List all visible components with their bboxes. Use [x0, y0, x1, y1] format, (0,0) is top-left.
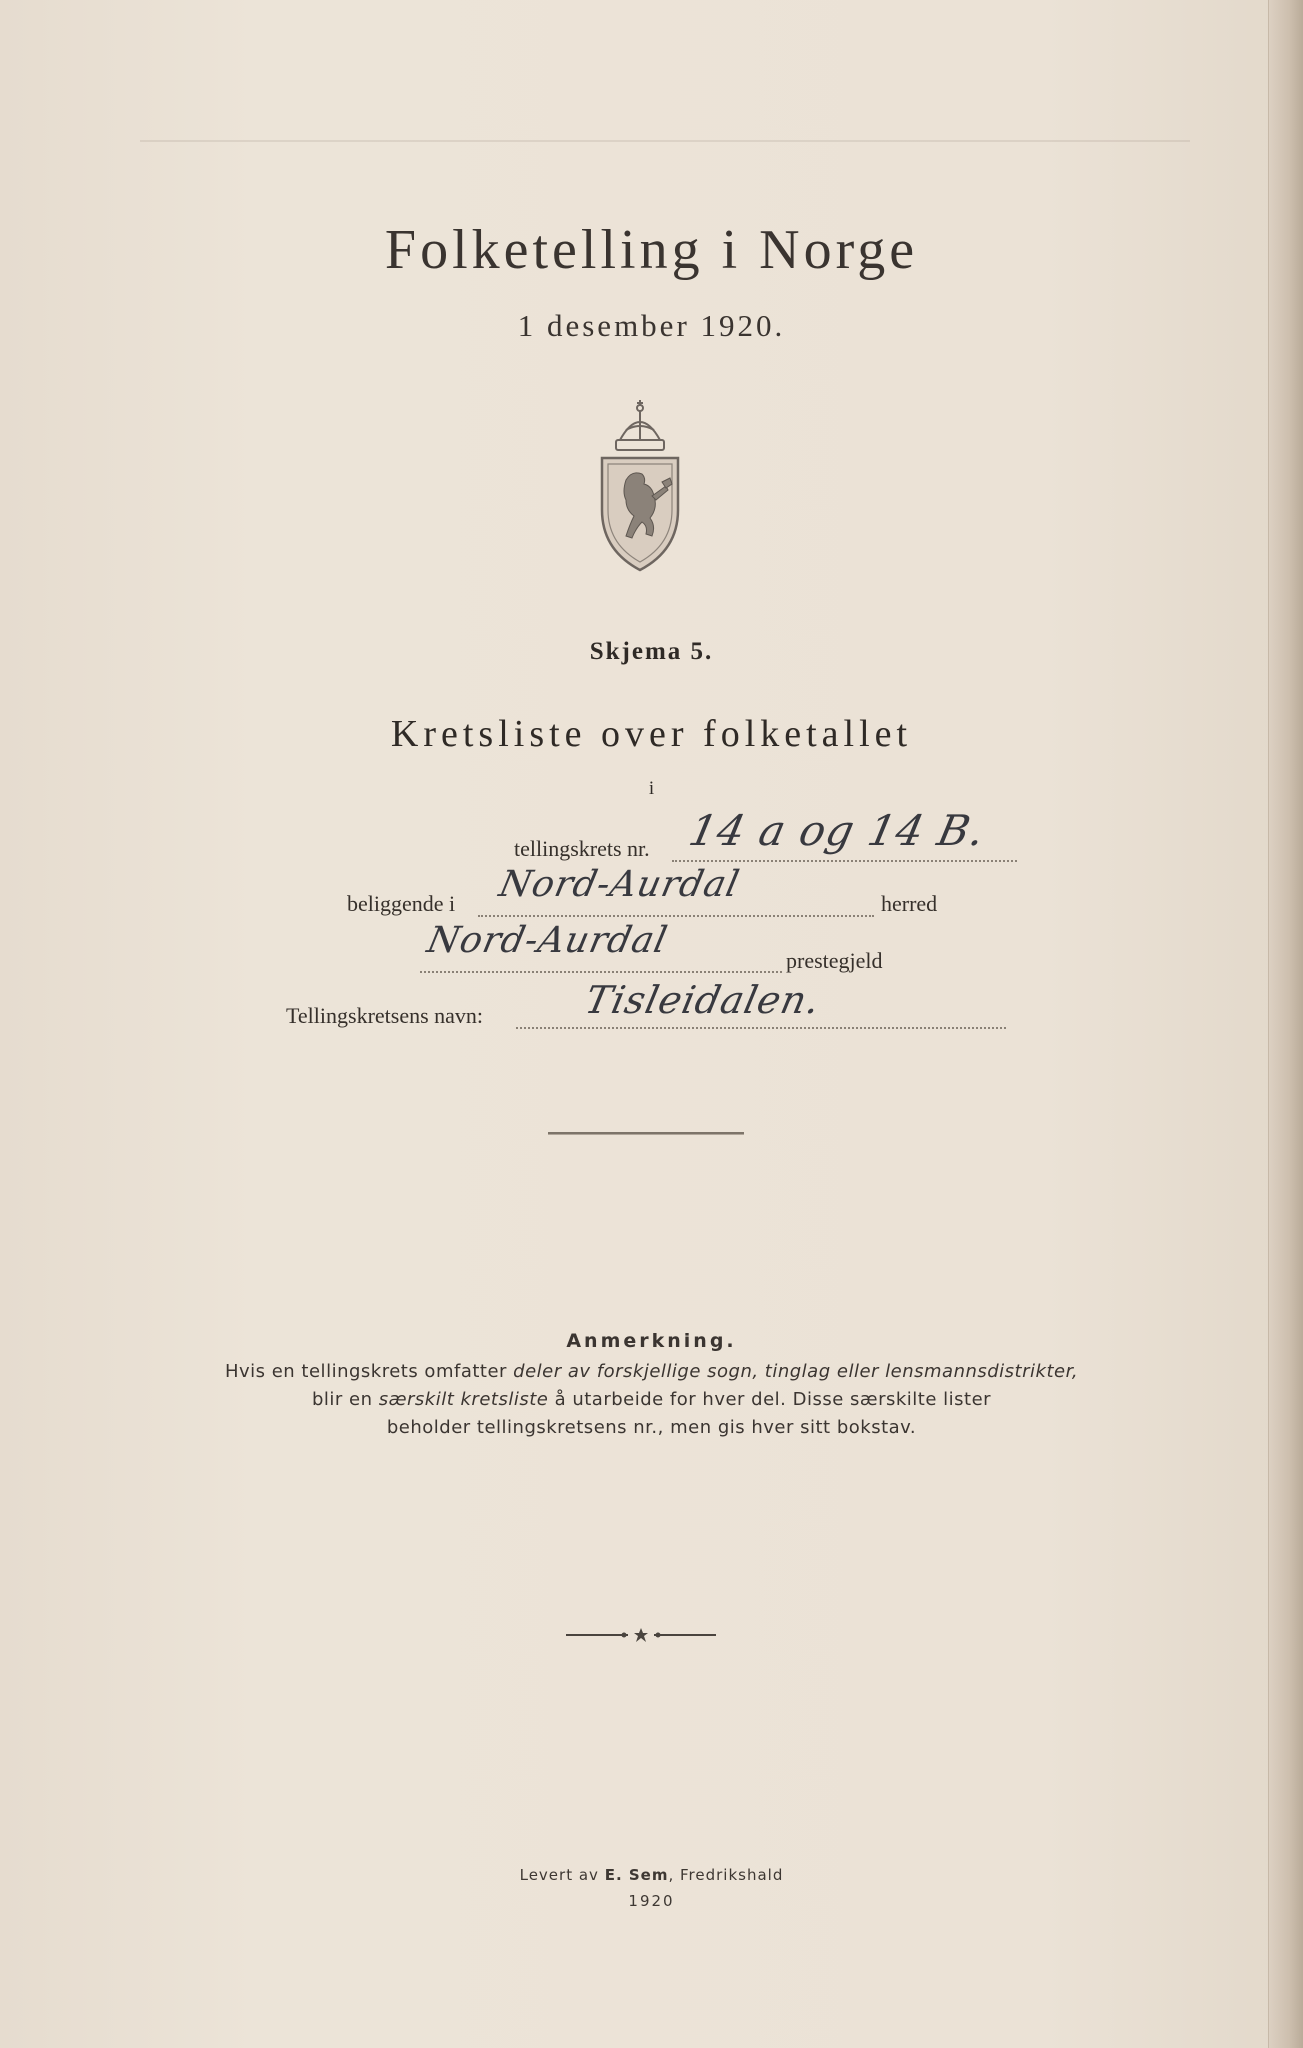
note-line-2-text-a: blir en [311, 1389, 379, 1410]
printer-name: E. Sem [604, 1866, 669, 1884]
printer-location: , Fredrikshald [668, 1866, 784, 1884]
district-number-value: 14 a og 14 B. [684, 806, 990, 855]
note-line-1 [0, 1361, 1303, 1382]
herred-label: herred [881, 891, 938, 916]
norwegian-coat-of-arms-icon [596, 400, 684, 572]
district-number-label: tellingskrets nr. [514, 836, 650, 861]
note-line-2-text-b: å utarbeide for hver del. Disse særskilte lister [548, 1389, 992, 1410]
note-line-1-emphasis: deler av forskjellige sogn, tinglag eller lensmannsdistrikter, [513, 1361, 1079, 1382]
note-line-3: beholder tellingskretsens nr., men gis hver sitt bokstav. [386, 1417, 917, 1438]
section-divider [548, 1132, 744, 1135]
note-title: Anmerkning. [566, 1330, 737, 1352]
schema-number: Skjema 5. [589, 638, 714, 665]
note-line-1-text: Hvis en tellingskrets omfatter [224, 1361, 514, 1382]
connector-word: i [648, 778, 655, 799]
district-name-value: Tisleidalen. [581, 978, 825, 1022]
herred-line [478, 915, 874, 917]
herred-value: Nord-Aurdal [495, 864, 744, 905]
note-line-2-emphasis: særskilt kretsliste [378, 1389, 549, 1410]
form-heading: Kretsliste over folketallet [390, 713, 913, 755]
district-name-line [516, 1027, 1006, 1029]
district-number-line [672, 860, 1017, 862]
document-date: 1 desember 1920. [517, 308, 786, 343]
note-line-2 [0, 1389, 1303, 1410]
document-title: Folketelling i Norge [384, 219, 919, 281]
bleed-through-line [140, 140, 1190, 142]
parish-label: prestegjeld [786, 948, 883, 973]
printer-year: 1920 [628, 1892, 675, 1910]
printer-credit [0, 1866, 1303, 1884]
parish-value: Nord-Aurdal [423, 920, 672, 961]
district-name-label: Tellingskretsens navn: [286, 1003, 484, 1028]
located-in-label: beliggende i [347, 891, 456, 916]
ornament-divider-icon [566, 1626, 716, 1644]
parish-line [420, 971, 782, 973]
printer-prefix: Levert av [519, 1866, 605, 1884]
